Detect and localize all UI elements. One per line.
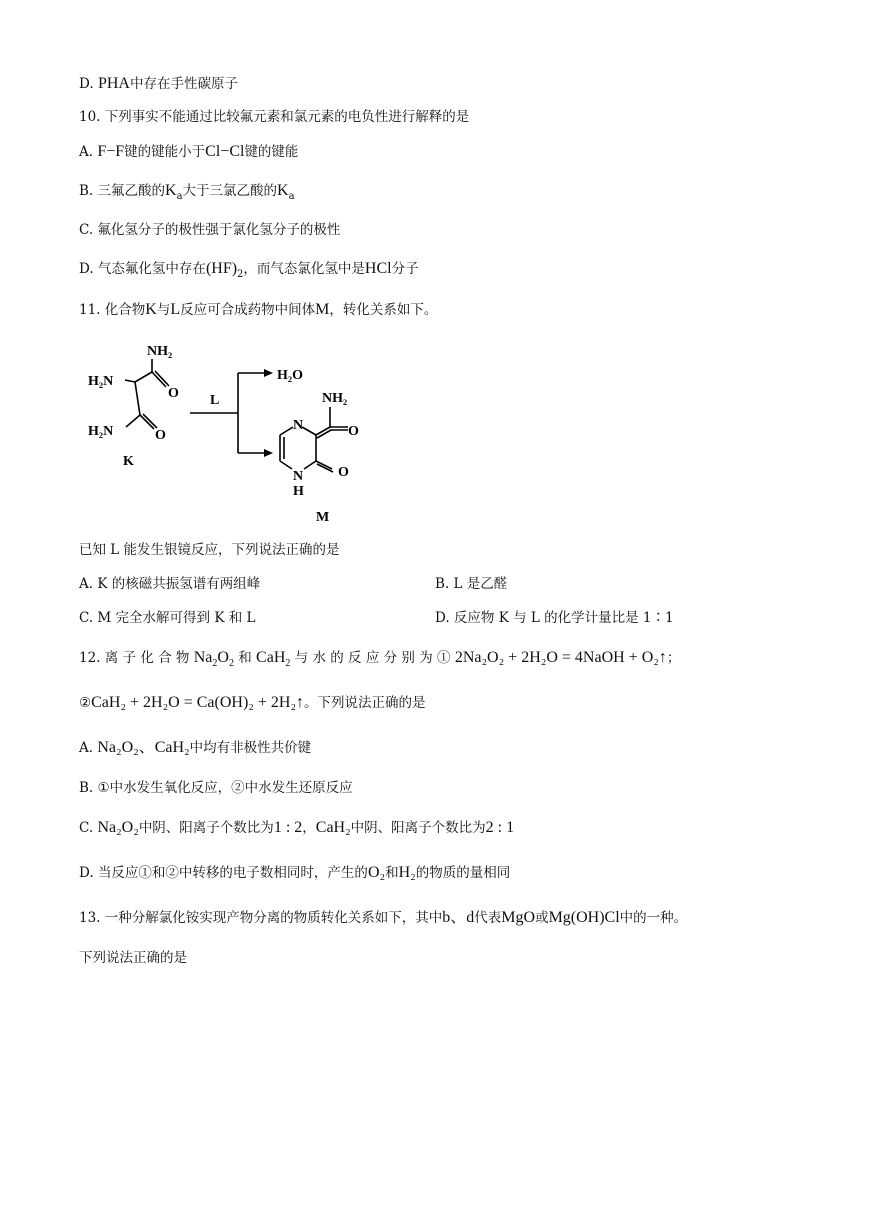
q10-option-a [79,142,298,162]
formula: O₂ [367,864,386,881]
k-h2n-label: H₂N [88,424,114,439]
option-text: 氟化氢分子的极性强于氯化氢分子的极性 [97,222,341,238]
q12-option-d [79,863,510,883]
option-text: 中存在手性碳原子 [129,76,238,92]
m-o-label: O [348,424,359,439]
k-nh2-label: NH₂ [147,344,173,359]
q10-option-c [79,220,340,240]
q11-option-c: C. M 完全水解可得到 K 和 L [79,610,256,626]
stem-text: ，转化关系如下。 [329,302,438,318]
formula: K [145,301,157,318]
k-label: K [123,454,134,469]
equation-1: 2Na₂O₂ + 2H₂O = 4NaOH + O₂↑ [454,649,667,666]
formula: Na₂O₂ [97,819,139,836]
option-text: ， [302,820,316,836]
formula: Cl−Cl [205,143,245,160]
m-nh2-label: NH₂ [322,391,348,406]
option-text: 中阴、阳离子个数比为 [138,820,274,836]
stem-text: 与 [156,302,171,318]
formula: Na₂O₂、CaH₂ [97,739,190,756]
q12-option-c [79,818,514,838]
formula: F−F [97,143,125,160]
formula-part: O [217,649,229,666]
q11-stem [79,300,437,320]
q13-stem-line2: 下列说法正确的是 [79,950,187,966]
formula: (HF) [205,260,238,277]
q12-option-a [79,738,311,758]
option-text: 三氟乙酸的 [97,183,166,199]
option-text: ，而气态氯化氢中是 [243,261,365,277]
q11-known: 已知 L 能发生银镜反应，下列说法正确的是 [79,542,340,558]
stem-text: 12. 离 子 化 合 物 [79,650,190,666]
formula: HCl [364,260,392,277]
option-text: 中阴、阳离子个数比为 [350,820,486,836]
stem-text: ② [79,695,92,711]
q11-option-d: D. 反应物 K 与 L 的化学计量比是 1∶1 [435,610,674,626]
option-text: 大于三氯乙酸的 [182,183,278,199]
formula: M [315,301,330,318]
k-o-label: O [155,428,166,443]
formula-part: CaH [256,649,286,666]
formula: $Na_2O_2$ [193,649,234,669]
option-label: B. [79,183,94,199]
stem-text: 和 [238,650,252,666]
formula: CaH$_2$ [256,649,291,669]
option-text: 中均有非极性共价键 [189,740,312,756]
formula: H₂ [398,864,416,881]
option-text: 气态氟化氢中存在 [97,261,206,277]
q11-option-b: B. L 是乙醛 [435,576,508,592]
q10-option-d [79,259,419,285]
formula: MgO [501,909,536,926]
formula: PHA [97,75,130,92]
formula: L [170,301,181,318]
h2o-label: H₂O [277,368,303,383]
option-text: 的物质的量相同 [415,865,511,881]
option-label: D. [79,261,94,277]
stem-text: 与 水 的 反 应 分 别 为 ① [294,650,451,666]
ratio: 2 : 1 [485,819,515,836]
reagent-label: L [210,393,220,408]
subscript: a [288,191,295,202]
option-label: D. [79,865,94,881]
q10-stem: 10. 下列事实不能通过比较氟元素和氯元素的电负性进行解释的是 [79,109,470,125]
option-text: 当反应①和②中转移的电子数相同时，产生的 [97,865,368,881]
formula: b、d [442,909,475,926]
stem-text: 或 [535,910,549,926]
stem-text: 。下列说法正确的是 [304,695,426,711]
m-n-label: N [293,418,304,433]
formula: K [277,182,289,199]
k-o-label: O [168,386,179,401]
q13-stem-line1 [79,908,687,928]
option-text: 键的键能小于 [124,144,206,160]
stem-text: 11. 化合物 [79,302,146,318]
option-text: ①中水发生氧化反应，②中水发生还原反应 [97,780,353,796]
q12-stem-line1 [79,648,680,674]
m-o-label: O [338,465,349,480]
stem-text: 中的一种。 [619,910,688,926]
q11-option-a: A. K 的核磁共振氢谱有两组峰 [79,576,261,592]
formula: Mg(OH)Cl [548,909,620,926]
m-h-label: H [293,484,304,499]
subscript: 2 [237,269,244,280]
subscript: a [176,191,183,202]
q9-option-d [79,74,238,94]
ratio: 1 : 2 [273,819,303,836]
m-n-label: N [293,469,304,484]
option-label: A. [79,144,94,160]
reaction-scheme [80,335,380,530]
option-label: B. [79,780,94,796]
stem-text: 代表 [474,910,502,926]
formula: K [165,182,177,199]
option-label: C. [79,222,94,238]
formula-part: Na [193,649,213,666]
q10-option-b [79,181,295,207]
stem-text: ； [666,650,681,666]
option-label: D. [79,76,94,92]
option-label: A. [79,740,94,756]
option-text: 键的键能 [244,144,299,160]
option-text: 分子 [391,261,419,277]
q12-option-b [79,778,353,798]
k-h2n-label: H₂N [88,374,114,389]
formula: CaH₂ [315,819,351,836]
option-text: 和 [385,865,399,881]
stem-text: 13. 一种分解氯化铵实现产物分离的物质转化关系如下，其中 [79,910,443,926]
q12-stem-line2 [79,693,426,713]
option-label: C. [79,820,94,836]
m-label: M [316,510,330,525]
equation-2: CaH₂ + 2H₂O = Ca(OH)₂ + 2H₂↑ [91,694,305,711]
stem-text: 反应可合成药物中间体 [180,302,316,318]
